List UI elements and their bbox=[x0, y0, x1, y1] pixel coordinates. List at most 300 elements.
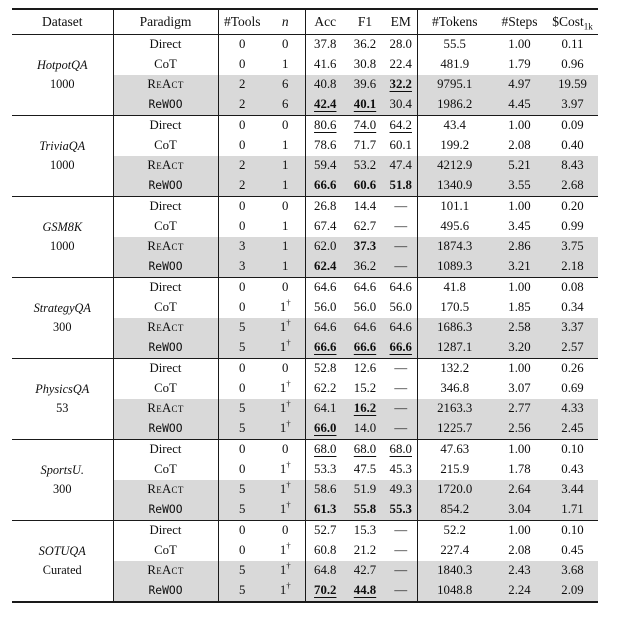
dataset-group bbox=[12, 196, 598, 277]
cell-em bbox=[385, 115, 417, 136]
cell-steps bbox=[492, 136, 547, 156]
cell-n bbox=[266, 338, 305, 359]
cell-tokens bbox=[417, 561, 492, 581]
cell-cost bbox=[547, 541, 598, 561]
cell-value: 62.0 bbox=[314, 239, 337, 253]
cell-f1 bbox=[345, 55, 385, 75]
cell-steps bbox=[492, 338, 547, 359]
cell-value: 5 bbox=[239, 320, 246, 334]
cell-value: 4.97 bbox=[508, 77, 531, 91]
cell-cost bbox=[547, 480, 598, 500]
cell-em bbox=[385, 379, 417, 399]
cell-em bbox=[385, 460, 417, 480]
cell-f1 bbox=[345, 541, 385, 561]
cell-tokens bbox=[417, 379, 492, 399]
cell-tokens bbox=[417, 34, 492, 55]
cell-f1 bbox=[345, 480, 385, 500]
dataset-group bbox=[12, 520, 598, 602]
cell-tokens bbox=[417, 460, 492, 480]
cell-tools bbox=[218, 399, 266, 419]
cell-value: 1 bbox=[279, 401, 287, 415]
cell-tools bbox=[218, 34, 266, 55]
cell-n bbox=[266, 439, 305, 460]
cell-value: 1048.8 bbox=[437, 583, 473, 597]
cell-paradigm: CoT bbox=[113, 541, 218, 561]
cell-value: 0.20 bbox=[561, 199, 584, 213]
dataset-size: 1000 bbox=[49, 76, 75, 91]
cell-value: 1 bbox=[279, 502, 287, 516]
cell-value: 3.97 bbox=[561, 97, 584, 111]
cell-f1 bbox=[345, 136, 385, 156]
cell-value: 5 bbox=[239, 563, 246, 577]
cell-steps bbox=[492, 298, 547, 318]
cell-em bbox=[385, 217, 417, 237]
cell-value: 1 bbox=[282, 259, 289, 273]
cell-em bbox=[385, 318, 417, 338]
cell-n bbox=[266, 460, 305, 480]
cell-cost bbox=[547, 237, 598, 257]
cell-em bbox=[385, 136, 417, 156]
cell-value: 3.37 bbox=[561, 320, 584, 334]
cell-value: 64.6 bbox=[314, 280, 337, 294]
cell-em bbox=[385, 95, 417, 116]
cell-cost bbox=[547, 298, 598, 318]
cell-value: 0.69 bbox=[561, 381, 584, 395]
cell-steps bbox=[492, 55, 547, 75]
cell-value: 3.68 bbox=[561, 563, 584, 577]
cell-value: 1 bbox=[282, 138, 289, 152]
cell-value: 39.6 bbox=[353, 77, 377, 91]
dataset-name: TriviaQA bbox=[39, 138, 86, 153]
cell-paradigm: CoT bbox=[113, 379, 218, 399]
cell-value: 68.0 bbox=[314, 442, 337, 456]
cell-value: 0.45 bbox=[561, 543, 584, 557]
cell-value: 42.4 bbox=[314, 97, 337, 111]
cell-value: 0.09 bbox=[561, 118, 584, 132]
cell-tokens bbox=[417, 439, 492, 460]
cell-tokens bbox=[417, 237, 492, 257]
cell-tools bbox=[218, 541, 266, 561]
cell-tokens bbox=[417, 338, 492, 359]
cell-f1 bbox=[345, 358, 385, 379]
dataset-size: 300 bbox=[53, 319, 72, 334]
cell-steps bbox=[492, 358, 547, 379]
cell-tokens bbox=[417, 115, 492, 136]
cell-value: 1 bbox=[279, 462, 287, 476]
cell-steps bbox=[492, 439, 547, 460]
dataset-label bbox=[12, 115, 113, 196]
cell-value: 49.3 bbox=[389, 482, 412, 496]
cell-value: 5.21 bbox=[508, 158, 531, 172]
cell-tokens bbox=[417, 196, 492, 217]
dataset-name: PhysicsQA bbox=[35, 381, 90, 396]
header-tools: #Tools bbox=[223, 13, 261, 29]
cell-steps bbox=[492, 237, 547, 257]
cell-value: 56.0 bbox=[314, 300, 337, 314]
dataset-size: 1000 bbox=[49, 157, 75, 172]
cell-paradigm: Direct bbox=[113, 196, 218, 217]
cell-value: 1287.1 bbox=[437, 340, 473, 354]
cell-value: 5 bbox=[239, 482, 246, 496]
cell-value: 30.8 bbox=[353, 57, 377, 71]
cell-value: 2.18 bbox=[561, 259, 584, 273]
cell-steps bbox=[492, 95, 547, 116]
cell-acc bbox=[305, 480, 345, 500]
cell-value: — bbox=[394, 523, 408, 537]
dagger-mark: † bbox=[286, 418, 291, 429]
cell-paradigm: ReAct bbox=[113, 561, 218, 581]
dagger-mark: † bbox=[286, 499, 291, 510]
cell-value: 1.00 bbox=[508, 37, 531, 51]
cell-acc bbox=[305, 196, 345, 217]
cell-value: — bbox=[394, 563, 408, 577]
cell-paradigm: ReWOO bbox=[113, 581, 218, 602]
cell-value: 0 bbox=[239, 523, 246, 537]
cell-f1 bbox=[345, 156, 385, 176]
cell-steps bbox=[492, 581, 547, 602]
cell-value: 47.4 bbox=[389, 158, 412, 172]
cell-value: 51.8 bbox=[389, 178, 412, 192]
cell-value: 64.6 bbox=[389, 280, 412, 294]
dagger-mark: † bbox=[286, 479, 291, 490]
cell-em bbox=[385, 358, 417, 379]
cell-value: 1 bbox=[279, 340, 287, 354]
table-row bbox=[12, 34, 598, 55]
cell-value: 1.79 bbox=[508, 57, 531, 71]
cell-n bbox=[266, 237, 305, 257]
dataset-group bbox=[12, 34, 598, 115]
cell-tokens bbox=[417, 358, 492, 379]
cell-acc bbox=[305, 338, 345, 359]
cell-n bbox=[266, 196, 305, 217]
cell-value: 495.6 bbox=[440, 219, 470, 233]
cell-value: 52.2 bbox=[443, 523, 466, 537]
dataset-size: 1000 bbox=[49, 238, 75, 253]
cell-tools bbox=[218, 581, 266, 602]
cell-cost bbox=[547, 581, 598, 602]
cell-value: 30.4 bbox=[389, 97, 412, 111]
cell-n bbox=[266, 541, 305, 561]
cell-cost bbox=[547, 358, 598, 379]
cell-value: 42.7 bbox=[353, 563, 377, 577]
cell-em bbox=[385, 277, 417, 298]
cell-value: — bbox=[394, 361, 408, 375]
cell-value: — bbox=[394, 199, 408, 213]
table-row bbox=[12, 115, 598, 136]
cell-tools bbox=[218, 196, 266, 217]
cell-value: 53.3 bbox=[314, 462, 337, 476]
cell-acc bbox=[305, 318, 345, 338]
cell-value: 3.04 bbox=[508, 502, 531, 516]
cell-n bbox=[266, 156, 305, 176]
cell-value: 1.00 bbox=[508, 199, 531, 213]
cell-value: 1 bbox=[279, 482, 287, 496]
cell-value: 37.3 bbox=[353, 239, 377, 253]
cell-value: 0 bbox=[282, 442, 289, 456]
cell-acc bbox=[305, 500, 345, 521]
cell-value: 64.6 bbox=[353, 320, 377, 334]
dagger-mark: † bbox=[286, 337, 291, 348]
cell-n bbox=[266, 257, 305, 278]
dataset-group bbox=[12, 277, 598, 358]
cell-tokens bbox=[417, 520, 492, 541]
cell-value: 9795.1 bbox=[437, 77, 473, 91]
cell-tools bbox=[218, 379, 266, 399]
cell-steps bbox=[492, 217, 547, 237]
cell-paradigm: ReWOO bbox=[113, 419, 218, 440]
cell-value: 2.77 bbox=[508, 401, 531, 415]
cell-value: 1 bbox=[279, 563, 287, 577]
cell-value: 8.43 bbox=[561, 158, 584, 172]
cell-value: 1 bbox=[279, 320, 287, 334]
cell-f1 bbox=[345, 318, 385, 338]
cell-value: 2.08 bbox=[508, 543, 531, 557]
cell-value: 1.00 bbox=[508, 442, 531, 456]
cell-value: 3 bbox=[239, 259, 246, 273]
cell-em bbox=[385, 561, 417, 581]
cell-tools bbox=[218, 156, 266, 176]
dataset-name: GSM8K bbox=[42, 219, 83, 234]
cell-paradigm: ReAct bbox=[113, 75, 218, 95]
cell-cost bbox=[547, 439, 598, 460]
cell-steps bbox=[492, 541, 547, 561]
dataset-size: 300 bbox=[53, 481, 72, 496]
cell-value: 0 bbox=[239, 462, 246, 476]
cell-n bbox=[266, 95, 305, 116]
cell-value: 0 bbox=[239, 37, 246, 51]
cell-value: 2.58 bbox=[508, 320, 531, 334]
cell-value: — bbox=[394, 239, 408, 253]
cell-value: 62.2 bbox=[314, 381, 337, 395]
cell-tokens bbox=[417, 500, 492, 521]
cell-value: 1.78 bbox=[508, 462, 531, 476]
cell-value: 21.2 bbox=[353, 543, 377, 557]
cell-n bbox=[266, 277, 305, 298]
cell-tokens bbox=[417, 257, 492, 278]
cell-cost bbox=[547, 217, 598, 237]
cell-paradigm: CoT bbox=[113, 217, 218, 237]
header-f1: F1 bbox=[357, 13, 373, 29]
cell-paradigm: ReAct bbox=[113, 399, 218, 419]
cell-acc bbox=[305, 399, 345, 419]
cell-tools bbox=[218, 95, 266, 116]
cell-value: 64.6 bbox=[353, 280, 377, 294]
cell-paradigm: Direct bbox=[113, 34, 218, 55]
cell-value: 2.08 bbox=[508, 138, 531, 152]
cell-value: 2.45 bbox=[561, 421, 584, 435]
cell-value: 68.0 bbox=[353, 442, 377, 456]
cell-tools bbox=[218, 439, 266, 460]
cell-em bbox=[385, 55, 417, 75]
cell-value: 4.45 bbox=[508, 97, 531, 111]
cell-value: 1340.9 bbox=[437, 178, 473, 192]
cell-value: 74.0 bbox=[353, 118, 377, 132]
cell-em bbox=[385, 176, 417, 197]
cell-acc bbox=[305, 95, 345, 116]
cell-value: 2 bbox=[239, 97, 246, 111]
cell-value: 53.2 bbox=[353, 158, 377, 172]
cell-value: 0 bbox=[282, 361, 289, 375]
cell-value: 62.7 bbox=[353, 219, 377, 233]
cell-value: 15.3 bbox=[353, 523, 377, 537]
dataset-name: SportsU. bbox=[40, 462, 84, 477]
cell-paradigm: ReAct bbox=[113, 156, 218, 176]
cell-acc bbox=[305, 541, 345, 561]
cell-value: 45.3 bbox=[389, 462, 412, 476]
cell-value: 227.4 bbox=[440, 543, 470, 557]
cell-tools bbox=[218, 460, 266, 480]
table-row bbox=[12, 358, 598, 379]
cell-value: 2.86 bbox=[508, 239, 531, 253]
cell-value: 1840.3 bbox=[437, 563, 473, 577]
cell-value: 2 bbox=[239, 77, 246, 91]
cell-n bbox=[266, 55, 305, 75]
cell-n bbox=[266, 298, 305, 318]
dataset-name: SOTUQA bbox=[38, 543, 86, 558]
cell-value: 1 bbox=[282, 239, 289, 253]
cell-value: 2.43 bbox=[508, 563, 531, 577]
cell-em bbox=[385, 257, 417, 278]
cell-value: 37.8 bbox=[314, 37, 337, 51]
cell-value: 64.8 bbox=[314, 563, 337, 577]
cell-n bbox=[266, 176, 305, 197]
cell-value: 1089.3 bbox=[437, 259, 473, 273]
cell-value: 2.09 bbox=[561, 583, 584, 597]
cell-acc bbox=[305, 237, 345, 257]
header-paradigm: Paradigm bbox=[113, 9, 218, 34]
cell-f1 bbox=[345, 75, 385, 95]
cell-value: 64.6 bbox=[314, 320, 337, 334]
cell-value: 60.8 bbox=[314, 543, 337, 557]
cell-value: 70.2 bbox=[314, 583, 337, 597]
cell-value: 1686.3 bbox=[437, 320, 473, 334]
cell-tools bbox=[218, 257, 266, 278]
cell-tokens bbox=[417, 581, 492, 602]
cell-acc bbox=[305, 581, 345, 602]
dagger-mark: † bbox=[286, 297, 291, 308]
cell-paradigm: CoT bbox=[113, 298, 218, 318]
cell-cost bbox=[547, 460, 598, 480]
cell-paradigm: CoT bbox=[113, 136, 218, 156]
cell-value: 64.6 bbox=[389, 320, 412, 334]
cell-tokens bbox=[417, 318, 492, 338]
dataset-size: Curated bbox=[42, 562, 82, 577]
cell-n bbox=[266, 480, 305, 500]
cell-value: 3.07 bbox=[508, 381, 531, 395]
cell-tools bbox=[218, 318, 266, 338]
cell-value: 0 bbox=[239, 442, 246, 456]
dataset-label bbox=[12, 520, 113, 602]
cell-acc bbox=[305, 277, 345, 298]
cell-f1 bbox=[345, 257, 385, 278]
header-cost-subscript: 1k bbox=[583, 21, 593, 32]
dagger-mark: † bbox=[286, 580, 291, 591]
cell-tokens bbox=[417, 419, 492, 440]
cell-value: 2.68 bbox=[561, 178, 584, 192]
cell-value: 0.40 bbox=[561, 138, 584, 152]
cell-value: 1.71 bbox=[561, 502, 584, 516]
cell-f1 bbox=[345, 561, 385, 581]
cell-paradigm: CoT bbox=[113, 55, 218, 75]
cell-value: 0.11 bbox=[561, 37, 584, 51]
cell-value: 346.8 bbox=[440, 381, 470, 395]
cell-cost bbox=[547, 520, 598, 541]
cell-value: 67.4 bbox=[314, 219, 337, 233]
cell-value: 2 bbox=[239, 158, 246, 172]
cell-value: 3 bbox=[239, 239, 246, 253]
cell-steps bbox=[492, 196, 547, 217]
dagger-mark: † bbox=[286, 560, 291, 571]
cell-value: 0 bbox=[282, 199, 289, 213]
header-steps: #Steps bbox=[501, 13, 538, 29]
cell-f1 bbox=[345, 460, 385, 480]
cell-paradigm: ReWOO bbox=[113, 500, 218, 521]
cell-value: 40.8 bbox=[314, 77, 337, 91]
cell-value: 3.44 bbox=[561, 482, 584, 496]
cell-acc bbox=[305, 257, 345, 278]
cell-em bbox=[385, 419, 417, 440]
dataset-label bbox=[12, 277, 113, 358]
table-row bbox=[12, 277, 598, 298]
cell-cost bbox=[547, 196, 598, 217]
cell-value: 1986.2 bbox=[437, 97, 473, 111]
cell-tools bbox=[218, 358, 266, 379]
cell-value: 59.4 bbox=[314, 158, 337, 172]
header-row bbox=[12, 9, 598, 34]
cell-value: 43.4 bbox=[443, 118, 466, 132]
cell-value: 170.5 bbox=[440, 300, 470, 314]
cell-value: 0.43 bbox=[561, 462, 584, 476]
cell-value: 1 bbox=[279, 421, 287, 435]
cell-value: 1.85 bbox=[508, 300, 531, 314]
cell-acc bbox=[305, 419, 345, 440]
cell-steps bbox=[492, 520, 547, 541]
cell-tools bbox=[218, 520, 266, 541]
cell-em bbox=[385, 75, 417, 95]
cell-value: 0 bbox=[239, 57, 246, 71]
dataset-size: 53 bbox=[56, 400, 69, 415]
cell-value: 66.6 bbox=[314, 340, 337, 354]
cell-value: 80.6 bbox=[314, 118, 337, 132]
cell-value: 481.9 bbox=[440, 57, 470, 71]
cell-n bbox=[266, 217, 305, 237]
cell-value: 55.3 bbox=[389, 502, 412, 516]
cell-acc bbox=[305, 358, 345, 379]
cell-em bbox=[385, 399, 417, 419]
cell-n bbox=[266, 34, 305, 55]
cell-acc bbox=[305, 156, 345, 176]
cell-cost bbox=[547, 34, 598, 55]
cell-value: 0.08 bbox=[561, 280, 584, 294]
cell-value: — bbox=[394, 543, 408, 557]
cell-steps bbox=[492, 277, 547, 298]
cell-value: 1 bbox=[279, 300, 287, 314]
cell-cost bbox=[547, 277, 598, 298]
cell-value: 1 bbox=[282, 178, 289, 192]
cell-value: 132.2 bbox=[440, 361, 470, 375]
cell-cost bbox=[547, 338, 598, 359]
cell-value: — bbox=[394, 583, 408, 597]
cell-value: 1 bbox=[282, 219, 289, 233]
cell-tools bbox=[218, 55, 266, 75]
cell-em bbox=[385, 520, 417, 541]
dagger-mark: † bbox=[286, 398, 291, 409]
cell-steps bbox=[492, 115, 547, 136]
cell-cost bbox=[547, 257, 598, 278]
cell-tokens bbox=[417, 480, 492, 500]
cell-cost bbox=[547, 55, 598, 75]
cell-value: 58.6 bbox=[314, 482, 337, 496]
